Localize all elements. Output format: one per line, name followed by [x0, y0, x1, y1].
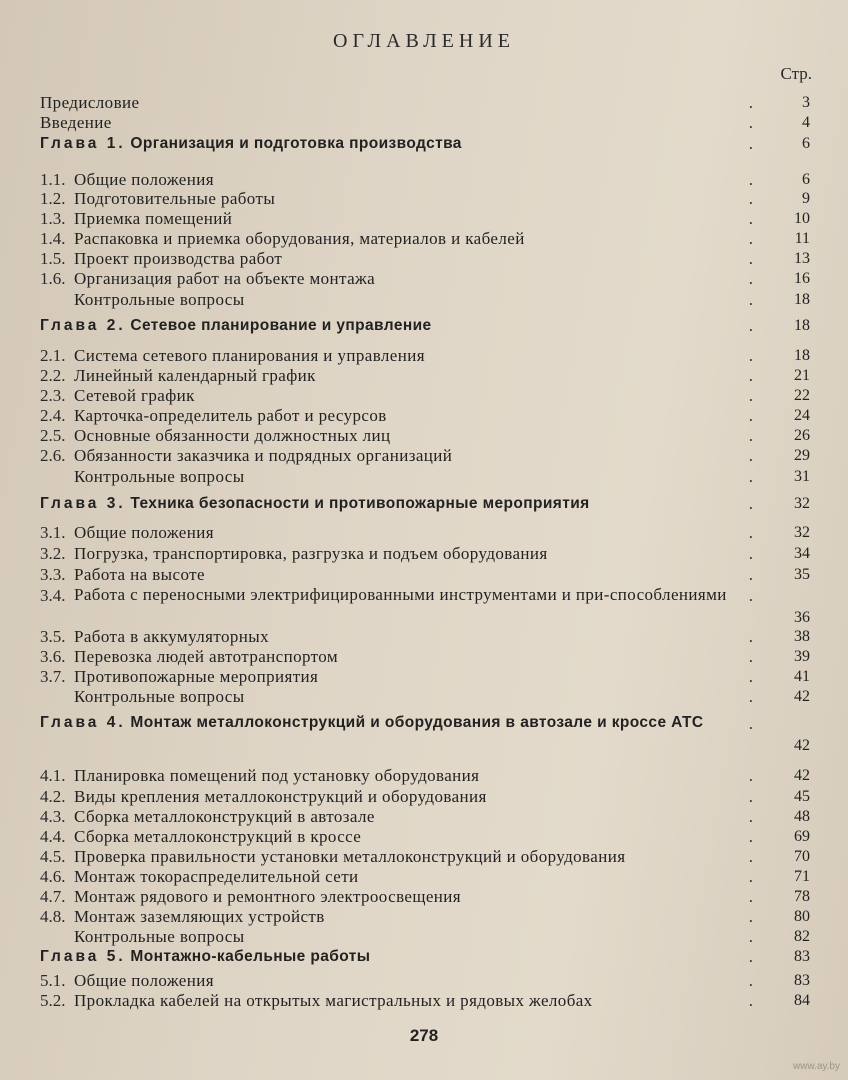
leader-dots: .	[748, 971, 770, 990]
toc-entry-title: Сетевой график	[74, 386, 195, 405]
toc-entry-title: Проект производства работ	[74, 249, 283, 268]
leader-dots: .	[748, 386, 770, 405]
toc-entry-row	[40, 445, 810, 467]
toc-entry-title	[40, 493, 590, 515]
toc-page-number: 42	[794, 688, 810, 705]
toc-page-number: 10	[794, 210, 810, 227]
toc-entry-row	[40, 466, 810, 488]
toc-entry-number: 4.4.	[40, 827, 66, 846]
toc-entry-number: 5.1.	[40, 971, 66, 990]
leader-dots: .	[748, 366, 770, 385]
toc-entry-title: Распаковка и приемка оборудования, материалов и кабелей	[74, 229, 525, 248]
toc-entry-number: 3.5.	[40, 627, 66, 646]
toc-page-number: 69	[794, 828, 810, 845]
toc-entry-number: 3.1.	[40, 523, 66, 542]
toc-entry-row	[40, 385, 810, 407]
leader-dots: .	[748, 565, 770, 584]
toc-entry-title: Приемка помещений	[74, 209, 233, 228]
toc-entry-title: Основные обязанности должностных лиц	[74, 426, 391, 445]
toc-entry-number: 1.5.	[40, 249, 66, 268]
toc-entry-row	[40, 248, 810, 270]
leader-dots: .	[748, 316, 770, 335]
toc-page-number: 4	[802, 114, 810, 131]
toc-entry-row	[40, 906, 810, 928]
toc-page-number: 29	[794, 447, 810, 464]
leader-dots: .	[748, 269, 770, 288]
toc-entry-row	[40, 846, 810, 868]
toc-entry-title: Организация работ на объекте монтажа	[74, 269, 376, 288]
leader-dots: .	[748, 586, 770, 605]
toc-page-number: 22	[794, 387, 810, 404]
leader-dots: .	[748, 446, 770, 465]
toc-entry-row	[40, 564, 810, 586]
chapter-title: Организация и подготовка производства	[130, 135, 462, 152]
toc-entry-number: 4.5.	[40, 847, 66, 866]
leader-dots: .	[748, 907, 770, 926]
chapter-prefix: Глава 3.	[40, 495, 126, 512]
toc-entry-row	[40, 786, 810, 808]
leader-dots: .	[748, 667, 770, 686]
toc-entry-row	[40, 188, 810, 210]
chapter-title: Техника безопасности и противопожарные мероприятия	[130, 495, 590, 512]
chapter-prefix: Глава 2.	[40, 317, 126, 334]
leader-dots: .	[748, 249, 770, 268]
toc-page-number: 36	[794, 609, 810, 626]
toc-entry-title: Работа с переносными электрифицированными инструментами и при-способлениями	[74, 585, 727, 604]
chapter-prefix: Глава 1.	[40, 135, 126, 152]
leader-dots: .	[748, 113, 770, 132]
toc-entry-title	[40, 713, 760, 733]
toc-page-number: 11	[794, 230, 810, 247]
footer-page-number: 278	[409, 1026, 439, 1045]
chapter-title: Монтаж металлоконструкций и оборудования в автозале и кроссе АТС	[130, 714, 704, 731]
toc-entry-row	[40, 866, 810, 888]
page-heading: ОГЛАВЛЕНИЕ	[333, 30, 515, 52]
toc-entry-row	[40, 289, 810, 311]
toc-entry-row	[40, 886, 810, 908]
toc-entry-number: 4.3.	[40, 807, 66, 826]
toc-entry-number: 4.2.	[40, 787, 66, 806]
toc-entry-row	[40, 208, 810, 230]
toc-entry-title: Сборка металлоконструкций в кроссе	[74, 827, 362, 846]
toc-entry-title: Перевозка людей автотранспортом	[74, 647, 339, 666]
toc-entry-title: Контрольные вопросы	[74, 290, 245, 309]
toc-entry-title: Монтаж токораспределительной сети	[74, 867, 359, 886]
toc-page-number: 83	[794, 972, 810, 989]
toc-chapter-row	[40, 946, 810, 968]
toc-page-number: 42	[794, 737, 810, 754]
toc-entry-title: Обязанности заказчика и подрядных организаций	[74, 446, 453, 465]
toc-page-number: 34	[794, 545, 810, 562]
leader-dots: .	[748, 229, 770, 248]
toc-entry-title: Карточка-определитель работ и ресурсов	[74, 406, 387, 425]
toc-entry-number: 1.3.	[40, 209, 66, 228]
toc-page-number: 18	[794, 347, 810, 364]
toc-entry-title: Виды крепления металлоконструкций и оборудования	[74, 787, 487, 806]
toc-entry-row	[40, 806, 810, 828]
toc-page-number: 13	[794, 250, 810, 267]
leader-dots: .	[748, 426, 770, 445]
leader-dots: .	[748, 189, 770, 208]
toc-entry-title	[40, 133, 462, 155]
leader-dots: .	[748, 93, 770, 112]
toc-entry-number: 4.7.	[40, 887, 66, 906]
toc-chapter-row	[40, 133, 810, 155]
leader-dots: .	[748, 766, 770, 785]
leader-dots: .	[748, 827, 770, 846]
toc-entry-row	[40, 626, 810, 648]
toc-entry-number: 3.2.	[40, 544, 66, 563]
toc-entry-number: 2.6.	[40, 446, 66, 465]
toc-page-number: 26	[794, 427, 810, 444]
toc-page-number: 3	[802, 94, 810, 111]
toc-entry-title: Общие положения	[74, 523, 214, 542]
toc-page-number: 6	[802, 135, 810, 152]
toc-entry-row	[40, 228, 810, 250]
toc-entry-number: 1.4.	[40, 229, 66, 248]
toc-entry-row	[40, 765, 810, 787]
leader-dots: .	[748, 467, 770, 486]
toc-entry-title: Подготовительные работы	[74, 189, 276, 208]
toc-entry-title: Противопожарные мероприятия	[74, 667, 319, 686]
toc-entry-title: Введение	[40, 113, 112, 132]
toc-entry-number: 3.3.	[40, 565, 66, 584]
leader-dots: .	[748, 544, 770, 563]
toc-page-number: 39	[794, 648, 810, 665]
leader-dots: .	[748, 687, 770, 706]
leader-dots: .	[748, 807, 770, 826]
toc-entry-number: 2.2.	[40, 366, 66, 385]
toc-entry-number: 4.8.	[40, 907, 66, 926]
toc-entry-title: Сборка металлоконструкций в автозале	[74, 807, 375, 826]
chapter-title: Монтажно-кабельные работы	[130, 948, 371, 965]
toc-entry-title: Контрольные вопросы	[74, 467, 245, 486]
toc-page-number: 35	[794, 566, 810, 583]
toc-page-number: 38	[794, 628, 810, 645]
toc-entry-number: 2.4.	[40, 406, 66, 425]
toc-page-number: 42	[794, 767, 810, 784]
toc-entry-title	[40, 946, 370, 968]
toc-entry-row	[40, 345, 810, 367]
leader-dots: .	[748, 134, 770, 153]
toc-entry-row	[40, 405, 810, 427]
toc-page-number: 24	[794, 407, 810, 424]
leader-dots: .	[748, 346, 770, 365]
leader-dots: .	[748, 209, 770, 228]
toc-entry-title: Монтаж рядового и ремонтного электроосвещения	[74, 887, 462, 906]
chapter-prefix: Глава 4.	[40, 714, 126, 731]
toc-entry-title: Линейный календарный график	[74, 366, 316, 385]
leader-dots: .	[748, 787, 770, 806]
toc-page-number: 32	[794, 495, 810, 512]
toc-page-number: 48	[794, 808, 810, 825]
toc-entry-row	[40, 990, 810, 1012]
toc-entry-number: 2.3.	[40, 386, 66, 405]
leader-dots: .	[748, 947, 770, 966]
toc-entry-title: Работа на высоте	[74, 565, 205, 584]
toc-page-number: 18	[794, 291, 810, 308]
toc-entry-number: 3.6.	[40, 647, 66, 666]
leader-dots: .	[748, 714, 770, 733]
toc-entry-row	[40, 522, 810, 544]
leader-dots: .	[748, 647, 770, 666]
toc-page-number: 84	[794, 992, 810, 1009]
toc-entry-number: 5.2.	[40, 991, 66, 1010]
toc-entry-row	[40, 543, 810, 565]
toc-entry-title: Контрольные вопросы	[74, 687, 245, 706]
leader-dots: .	[748, 867, 770, 886]
toc-entry-row	[40, 365, 810, 387]
toc-page-number: 83	[794, 948, 810, 965]
toc-entry-title: Работа в аккумуляторных	[74, 627, 269, 646]
leader-dots: .	[748, 991, 770, 1010]
toc-entry-title: Погрузка, транспортировка, разгрузка и подъем оборудования	[74, 544, 548, 563]
toc-page-number: 41	[794, 668, 810, 685]
toc-entry-title: Система сетевого планирования и управления	[74, 346, 425, 365]
toc-page-number: 9	[802, 190, 810, 207]
toc-entry-number: 4.6.	[40, 867, 66, 886]
toc-page-number: 45	[794, 788, 810, 805]
leader-dots: .	[748, 927, 770, 946]
page-column-label: Стр.	[780, 64, 812, 83]
toc-entry-row	[40, 666, 810, 688]
toc-chapter-row	[40, 713, 810, 757]
toc-page-number: 21	[794, 367, 810, 384]
toc-entry-number: 3.4.	[40, 586, 66, 605]
toc-chapter-row	[40, 315, 810, 337]
toc-entry-title: Предисловие	[40, 93, 140, 112]
toc-entry-row	[40, 646, 810, 668]
leader-dots: .	[748, 887, 770, 906]
toc-page-number: 32	[794, 524, 810, 541]
toc-entry-number: 1.6.	[40, 269, 66, 288]
leader-dots: .	[748, 406, 770, 425]
toc-page-number: 6	[802, 171, 810, 188]
toc-entry-title: Контрольные вопросы	[74, 927, 245, 946]
toc-entry-title: Общие положения	[74, 170, 214, 189]
toc-page-number: 18	[794, 317, 810, 334]
leader-dots: .	[748, 494, 770, 513]
toc-entry-row	[40, 970, 810, 992]
leader-dots: .	[748, 847, 770, 866]
leader-dots: .	[748, 523, 770, 542]
toc-entry-title: Монтаж заземляющих устройств	[74, 907, 325, 926]
toc-chapter-row	[40, 493, 810, 515]
toc-page-number: 71	[794, 868, 810, 885]
toc-entry-row	[40, 92, 810, 114]
toc-entry-row	[40, 686, 810, 708]
toc-entry-title: Общие положения	[74, 971, 214, 990]
toc-entry-number: 3.7.	[40, 667, 66, 686]
toc-entry-row	[40, 268, 810, 290]
toc-entry-number: 1.2.	[40, 189, 66, 208]
toc-entry-number: 4.1.	[40, 766, 66, 785]
toc-entry-row	[40, 112, 810, 134]
leader-dots: .	[748, 290, 770, 309]
toc-entry-title: Планировка помещений под установку оборудования	[74, 766, 480, 785]
leader-dots: .	[748, 170, 770, 189]
toc-entry-title	[40, 315, 432, 337]
toc-page-number: 80	[794, 908, 810, 925]
toc-page-number: 82	[794, 928, 810, 945]
toc-entry-number: 1.1.	[40, 170, 66, 189]
toc-entry-number: 2.1.	[40, 346, 66, 365]
toc-page-number: 31	[794, 468, 810, 485]
toc-page-number: 16	[794, 270, 810, 287]
toc-page-number: 70	[794, 848, 810, 865]
toc-entry-row	[40, 926, 810, 948]
toc-entry-number: 2.5.	[40, 426, 66, 445]
toc-page-number: 78	[794, 888, 810, 905]
toc-entry-row	[40, 585, 810, 629]
leader-dots: .	[748, 627, 770, 646]
toc-entry-row	[40, 425, 810, 447]
toc-entry-title: Проверка правильности установки металлоконструкций и оборудования	[74, 847, 626, 866]
chapter-title: Сетевое планирование и управление	[130, 317, 432, 334]
chapter-prefix: Глава 5.	[40, 948, 126, 965]
toc-entry-row	[40, 826, 810, 848]
watermark: www.ay.by	[792, 1061, 840, 1072]
toc-entry-title: Прокладка кабелей на открытых магистральных и рядовых желобах	[74, 991, 593, 1010]
